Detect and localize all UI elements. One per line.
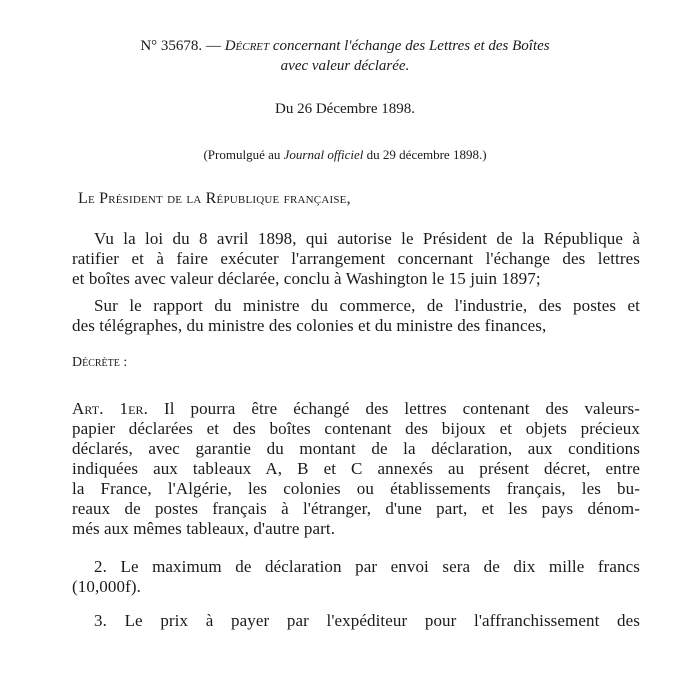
article-1-line-2: papier déclarées et des boîtes contenant des bijoux et objets précieux [72,419,640,438]
preamble-vu-line-3: et boîtes avec valeur déclarée, conclu à Washington le 15 juin 1897; [72,269,541,288]
decree-title-rest: concernant l'échange des Lettres et des Boîtes [269,38,550,54]
preamble-vu-line-1: Vu la loi du 8 avril 1898, qui autorise le Président de la République à [94,229,640,248]
article-1-line-5: la France, l'Algérie, les colonies ou établissements français, les bu- [72,479,640,498]
article-3-line-1: 3. Le prix à payer par l'expéditeur pour l'affranchissement des [94,611,640,630]
preamble-sur-line-1: Sur le rapport du ministre du commerce, de l'industrie, des postes et [94,296,640,315]
article-2-line-2: (10,000f). [72,577,141,596]
president-heading: Le Président de la République française, [78,190,351,207]
promulgation-note [0,147,690,163]
preamble-sur-line-2: des télégraphes, du ministre des colonies et du ministre des finances, [72,316,547,335]
article-1-label: Art. 1er. [72,399,148,418]
preamble-vu-line-2: ratifier et à faire exécuter l'arrangement concernant l'échange des lettres [72,249,640,268]
article-1-line-1 [72,399,640,419]
article-1-text-1: Il pourra être échangé des lettres contenant des valeurs- [163,399,641,418]
decree-title-line-1 [0,38,690,55]
decree-title-line-2 [0,58,690,75]
decree-word: Décret [224,38,270,54]
article-2-line-1: 2. Le maximum de déclaration par envoi sera de dix mille francs [94,557,640,576]
decrete-heading: Décrète : [72,355,128,370]
promulgation-close: du 29 décembre 1898.) [363,147,487,162]
article-1-line-7: més aux mêmes tableaux, d'autre part. [72,519,336,538]
decree-date: Du 26 Décembre 1898. [275,101,415,117]
journal-officiel: Journal officiel [283,147,364,162]
article-1-line-3: déclarés, avec garantie du montant de la déclaration, aux conditions [72,439,640,458]
title-dash: — [202,38,225,54]
decree-title-continuation: avec valeur déclarée. [280,58,410,74]
decree-number: N° 35678. [140,38,203,54]
promulgation-open: (Promulgué au [203,147,284,162]
article-1-line-4: indiquées aux tableaux A, B et C annexés au présent décret, entre [72,459,640,478]
article-1-line-6: reaux de postes français à l'étranger, d'une part, et les pays dénom- [72,499,640,518]
